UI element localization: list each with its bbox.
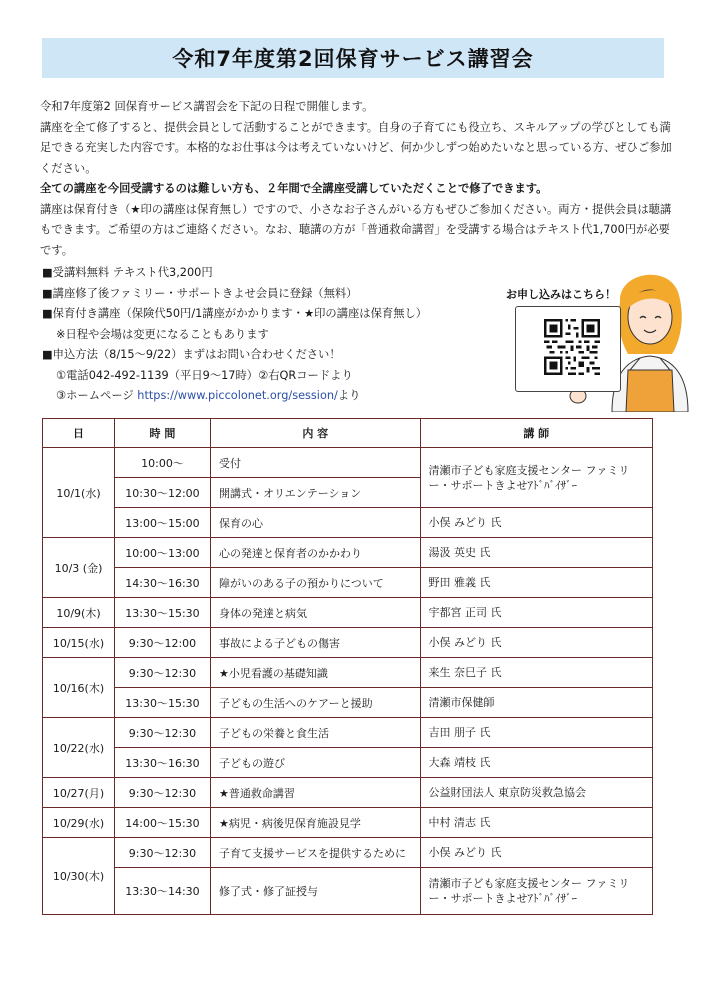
intro-line-4: 講座は保育付き（★印の講座は保育無し）ですので、小さなお子さんがいる方もぜひご参加ください。両方・提供会員は聴講もできます。ご希望の方はご連絡ください。なお、聴講の方が「普通救命講習」を受講する場合はテキスト代1,700円が必要です。 — [40, 202, 672, 257]
date-cell: 10/9(木) — [43, 598, 115, 628]
time-cell: 10:00～13:00 — [114, 538, 210, 568]
time-cell: 13:30～14:30 — [114, 868, 210, 915]
info-bullets — [42, 263, 512, 407]
teacher-cell: 小俣 みどり 氏 — [420, 628, 653, 658]
time-cell: 10:00～ — [114, 448, 210, 478]
page-title: 令和7年度第2回保育サービス講習会 — [172, 47, 534, 71]
header-time: 時 間 — [114, 419, 210, 448]
time-cell: 13:30～15:30 — [114, 598, 210, 628]
date-cell: 10/15(水) — [43, 628, 115, 658]
date-cell: 10/22(水) — [43, 718, 115, 778]
content-cell: 事故による子どもの傷害 — [210, 628, 420, 658]
bullet-apply: ■申込方法（8/15～9/22）まずはお問い合わせください！ — [42, 348, 341, 361]
table-row — [43, 778, 653, 808]
teacher-cell: 来生 奈巳子 氏 — [420, 658, 653, 688]
content-cell: 心の発達と保育者のかかわり — [210, 538, 420, 568]
content-cell: 子どもの遊び — [210, 748, 420, 778]
table-row — [43, 568, 653, 598]
homepage-prefix: ③ホームページ — [56, 389, 138, 402]
teacher-cell: 大森 靖枝 氏 — [420, 748, 653, 778]
table-row — [43, 748, 653, 778]
teacher-cell: 小俣 みどり 氏 — [420, 838, 653, 868]
table-row — [43, 718, 653, 748]
content-cell: 保育の心 — [210, 508, 420, 538]
table-row — [43, 508, 653, 538]
teacher-cell: 清瀬市子ども家庭支援センター ファミリー・サポートきよせｱﾄﾞﾊﾞｲｻﾞｰ — [420, 868, 653, 915]
qr-card — [515, 306, 621, 392]
qr-code[interactable] — [544, 319, 600, 375]
teacher-cell: 小俣 みどり 氏 — [420, 508, 653, 538]
title-banner — [42, 38, 664, 78]
bullet-registration: ■講座修了後ファミリー・サポートきよせ会員に登録（無料） — [42, 286, 358, 300]
table-row — [43, 838, 653, 868]
bullet-homepage — [42, 386, 512, 407]
time-cell: 14:30～16:30 — [114, 568, 210, 598]
bullet-phone: ①電話042-492-1139（平日9～17時）②右QRコードより — [56, 368, 353, 382]
intro-text — [40, 97, 676, 261]
time-cell: 13:00～15:00 — [114, 508, 210, 538]
qr-promo — [500, 262, 690, 412]
teacher-cell: 野田 雅義 氏 — [420, 568, 653, 598]
teacher-cell: 吉田 朋子 氏 — [420, 718, 653, 748]
bullet-note: ※日程や会場は変更になることもあります — [56, 327, 269, 341]
content-cell: 身体の発達と病気 — [210, 598, 420, 628]
time-cell: 9:30～12:30 — [114, 658, 210, 688]
content-cell: 受付 — [210, 448, 420, 478]
schedule-table — [42, 418, 653, 915]
date-cell: 10/16(木) — [43, 658, 115, 718]
content-cell: ★小児看護の基礎知識 — [210, 658, 420, 688]
apply-here-label: お申し込みはこちら！ — [506, 288, 616, 301]
content-cell: 子どもの栄養と食生活 — [210, 718, 420, 748]
content-cell: ★病児・病後児保育施設見学 — [210, 808, 420, 838]
time-cell: 13:30～16:30 — [114, 748, 210, 778]
content-cell: 障がいのある子の預かりについて — [210, 568, 420, 598]
table-row — [43, 448, 653, 478]
table-row — [43, 538, 653, 568]
table-row — [43, 658, 653, 688]
bullet-childcare: ■保育付き講座（保険代50円/1講座がかかります・★印の講座は保育無し） — [42, 307, 428, 320]
table-row — [43, 598, 653, 628]
teacher-cell: 中村 清志 氏 — [420, 808, 653, 838]
content-cell: ★普通救命講習 — [210, 778, 420, 808]
table-header-row — [43, 419, 653, 448]
time-cell: 10:30～12:00 — [114, 478, 210, 508]
time-cell: 9:30～12:30 — [114, 718, 210, 748]
date-cell: 10/29(水) — [43, 808, 115, 838]
teacher-cell: 清瀬市保健師 — [420, 688, 653, 718]
content-cell: 子どもの生活へのケアーと援助 — [210, 688, 420, 718]
content-cell: 修了式・修了証授与 — [210, 868, 420, 915]
time-cell: 9:30～12:30 — [114, 778, 210, 808]
homepage-link[interactable]: https://www.piccolonet.org/session/ — [137, 389, 338, 402]
homepage-suffix: より — [337, 389, 361, 402]
teacher-cell: 宇都宮 正司 氏 — [420, 598, 653, 628]
table-row — [43, 868, 653, 915]
table-row — [43, 628, 653, 658]
date-cell: 10/30(木) — [43, 838, 115, 915]
teacher-cell: 清瀬市子ども家庭支援センター ファミリー・サポートきよせｱﾄﾞﾊﾞｲｻﾞｰ — [420, 448, 653, 508]
date-cell: 10/3 (金) — [43, 538, 115, 598]
table-row — [43, 688, 653, 718]
bullet-fee: ■受講料無料 テキスト代3,200円 — [42, 266, 213, 279]
teacher-cell: 公益財団法人 東京防災救急協会 — [420, 778, 653, 808]
intro-line-2: 講座を全て修了すると、提供会員として活動することができます。自身の子育てにも役立ち、スキルアップの学びとしても満足できる充実した内容です。本格的なお仕事は今は考えていないけど、何か少しずつ始めたいなと思っている方、ぜひご参加ください。 — [40, 120, 672, 175]
header-teacher: 講 師 — [420, 419, 653, 448]
content-cell: 開講式・オリエンテーション — [210, 478, 420, 508]
date-cell: 10/1(水) — [43, 448, 115, 538]
time-cell: 13:30～15:30 — [114, 688, 210, 718]
content-cell: 子育て支援サービスを提供するために — [210, 838, 420, 868]
time-cell: 14:00～15:30 — [114, 808, 210, 838]
intro-line-1: 令和7年度第2 回保育サービス講習会を下記の日程で開催します。 — [40, 100, 374, 113]
header-date: 日 — [43, 419, 115, 448]
time-cell: 9:30～12:30 — [114, 838, 210, 868]
teacher-cell: 湯汲 英史 氏 — [420, 538, 653, 568]
table-row — [43, 808, 653, 838]
header-content: 内 容 — [210, 419, 420, 448]
intro-line-3: 全ての講座を今回受講するのは難しい方も、２年間で全講座受講していただくことで修了できます。 — [40, 182, 548, 195]
date-cell: 10/27(月) — [43, 778, 115, 808]
time-cell: 9:30～12:00 — [114, 628, 210, 658]
